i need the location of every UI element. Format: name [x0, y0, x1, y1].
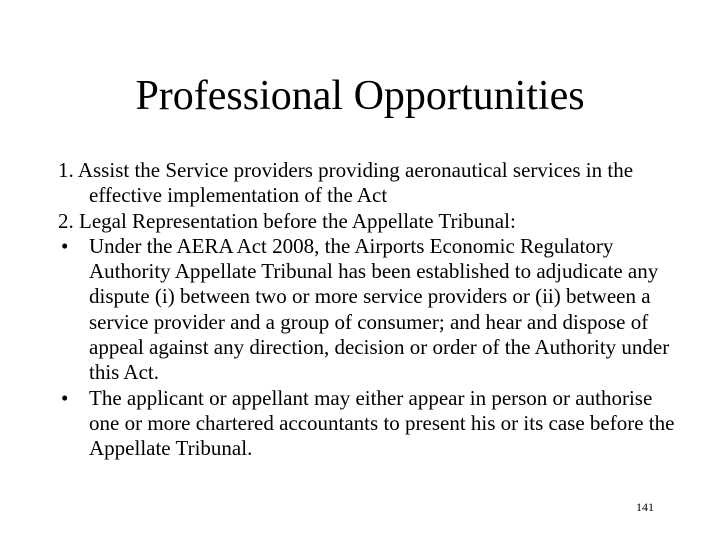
bullet-icon: • [61, 385, 69, 410]
page-number: 141 [636, 500, 654, 514]
bullet-item-1 [58, 234, 678, 386]
numbered-item-1 [58, 158, 678, 209]
bullet-text: Under the AERA Act 2008, the Airports Economic Regulatory Authority Appellate Tribunal has been established to adjudicate any dispute (i) between two or more service providers or (ii) between a service provider and a group of consumer; and hear and dispose of appeal against any direction, decision or order of the Authority under this Act. [89, 233, 670, 385]
item-text: Legal Representation before the Appellate Tribunal: [79, 208, 516, 233]
numbered-item-2 [58, 209, 678, 234]
item-marker: 1. [58, 158, 74, 182]
bullet-item-2 [58, 386, 678, 462]
bullet-icon: • [61, 233, 69, 258]
bullet-text: The applicant or appellant may either appear in person or authorise one or more chartered accountants to present his or its case before the Appellate Tribunal. [89, 385, 675, 461]
slide-title: Professional Opportunities [135, 73, 585, 119]
item-marker: 2. [58, 208, 74, 233]
item-text: Assist the Service providers providing aeronautical services in the effective implementation of the Act [77, 158, 634, 208]
slide-body [58, 158, 678, 462]
